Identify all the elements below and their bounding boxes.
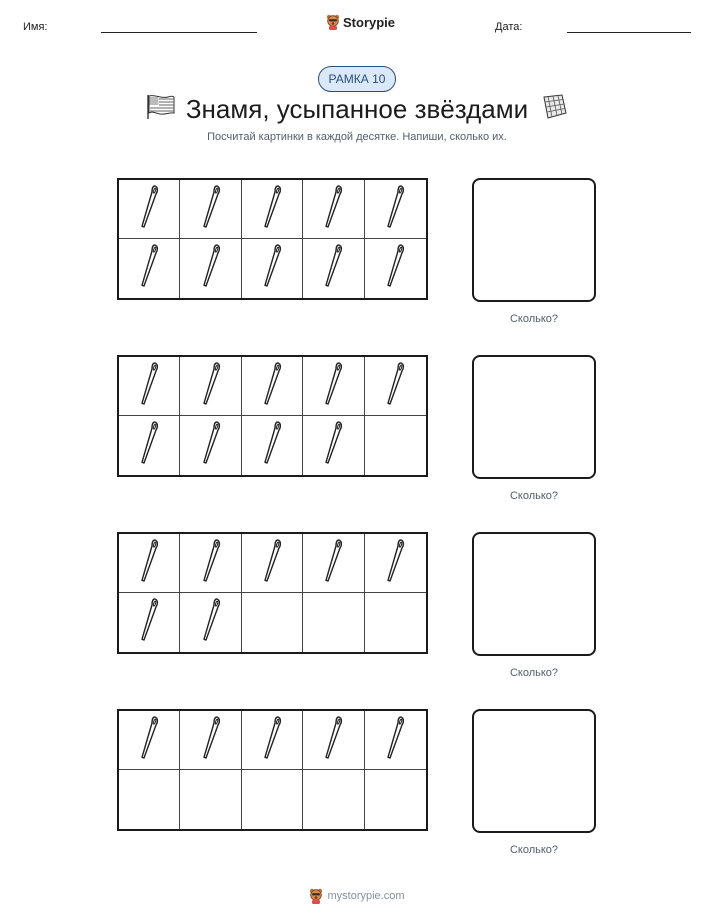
needle-icon [200,419,222,472]
needle-icon [322,183,344,236]
answer-label-2: Сколько? [509,490,559,502]
frame-cell [303,416,364,475]
brand-logo [326,14,395,30]
name-label: Имя: [23,21,48,33]
answer-label-1: Сколько? [509,313,559,325]
needle-icon [138,714,160,767]
frame-cell [180,534,241,593]
frame-cell [119,711,180,770]
frame-cell [119,770,180,829]
needle-icon [200,714,222,767]
answer-box-4[interactable] [472,709,596,833]
frame-cell [119,416,180,475]
needle-icon [138,183,160,236]
needle-icon [384,537,406,590]
frame-cell [303,180,364,239]
frame-cell [180,180,241,239]
frame-cell [242,770,303,829]
frame-cell [180,239,241,298]
frame-cell [303,357,364,416]
answer-label-4: Сколько? [509,844,559,856]
frame-cell [180,416,241,475]
footer [0,888,714,904]
frame-cell [303,239,364,298]
needle-icon [384,360,406,413]
needle-icon [322,242,344,295]
needle-icon [322,419,344,472]
mascot-icon [309,888,323,904]
frame-cell [180,711,241,770]
ten-frame-3 [117,532,428,654]
frame-cell [242,711,303,770]
ten-frame-2 [117,355,428,477]
needle-icon [261,360,283,413]
needle-icon [138,360,160,413]
frame-cell [119,357,180,416]
frame-cell [242,357,303,416]
needle-icon [261,714,283,767]
frame-cell [365,534,426,593]
needle-icon [261,537,283,590]
frame-cell [365,357,426,416]
needle-icon [138,537,160,590]
answer-label-3: Сколько? [509,667,559,679]
needle-icon [138,596,160,649]
answer-box-3[interactable] [472,532,596,656]
frame-cell [180,770,241,829]
needle-icon [322,537,344,590]
name-line[interactable] [101,32,257,33]
frame-cell [242,416,303,475]
frame-cell [303,593,364,652]
needle-icon [384,242,406,295]
frame-cell [365,180,426,239]
needle-icon [138,419,160,472]
answer-box-2[interactable] [472,355,596,479]
frame-cell [242,534,303,593]
needle-icon [138,242,160,295]
frame-cell [119,239,180,298]
date-line[interactable] [567,32,691,33]
frame-cell [180,593,241,652]
frame-cell [119,534,180,593]
needle-icon [322,360,344,413]
ten-frame-1 [117,178,428,300]
instructions: Посчитай картинки в каждой десятке. Напиши, сколько их. [207,131,507,143]
page-title: Знамя, усыпанное звёздами [185,94,529,124]
frame-cell [365,770,426,829]
needle-icon [200,596,222,649]
needle-icon [261,242,283,295]
mascot-icon [326,14,340,30]
frame-cell [303,770,364,829]
footer-url[interactable]: mystorypie.com [327,890,405,902]
frame-cell [119,180,180,239]
frame-cell [242,239,303,298]
frame-cell [303,534,364,593]
needle-icon [384,714,406,767]
date-label: Дата: [495,21,523,33]
answer-box-1[interactable] [472,178,596,302]
frame-cell [180,357,241,416]
ten-frame-4 [117,709,428,831]
quilt-icon [538,93,568,121]
frame-cell [365,593,426,652]
needle-icon [384,183,406,236]
brand-name: Storypie [343,14,396,30]
frame-cell [303,711,364,770]
needle-icon [200,537,222,590]
needle-icon [261,419,283,472]
frame-cell [365,711,426,770]
frame-cell [365,416,426,475]
frame-cell [119,593,180,652]
needle-icon [200,183,222,236]
frame-cell [365,239,426,298]
needle-icon [261,183,283,236]
frame-badge: РАМКА 10 [318,66,396,92]
frame-cell [242,593,303,652]
needle-icon [322,714,344,767]
frame-cell [242,180,303,239]
needle-icon [200,242,222,295]
needle-icon [200,360,222,413]
